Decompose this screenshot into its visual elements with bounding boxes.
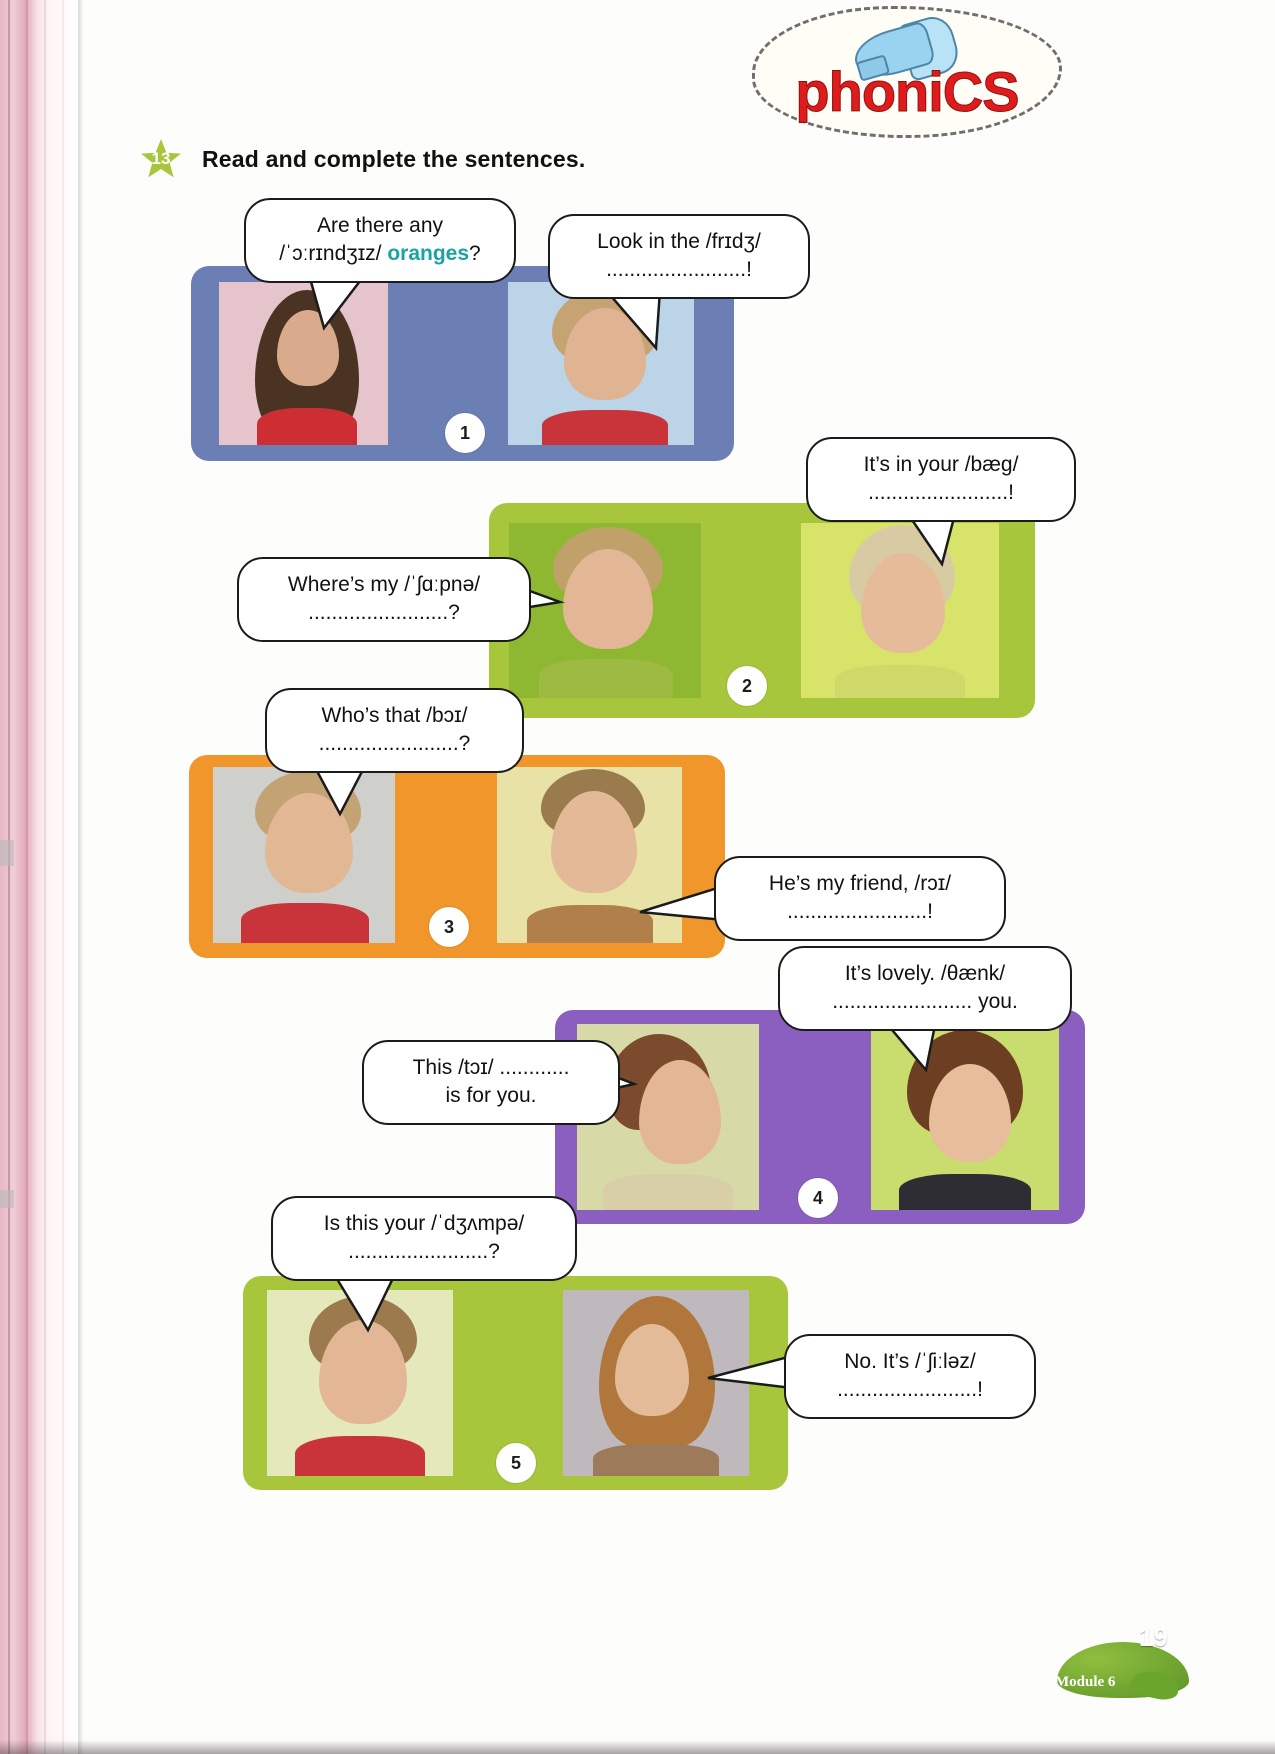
dialogue-number-1: 1 bbox=[445, 413, 485, 453]
page-footer bbox=[1035, 1622, 1211, 1718]
dialogue-panel-3 bbox=[189, 755, 725, 958]
bubble-5-right-line1: No. It’s /ˈʃiːləz/ bbox=[844, 1350, 976, 1373]
dialogue-panel-4 bbox=[555, 1010, 1085, 1224]
bubble-5-left bbox=[271, 1196, 577, 1281]
bubble-1-right-line1: Look in the /frɪdʒ/ bbox=[597, 230, 761, 253]
logo-text-part2: CS bbox=[942, 60, 1019, 123]
bubble-2-right-line2: ........................! bbox=[868, 481, 1014, 505]
exercise-number: 13 bbox=[151, 149, 171, 168]
module-label: Module 6 bbox=[1055, 1674, 1116, 1690]
bubble-4-right-line1: It’s lovely. /θænk/ bbox=[844, 962, 1006, 985]
edge-mark bbox=[0, 840, 14, 866]
bubble-1-left-suffix: ? bbox=[469, 242, 481, 266]
bubble-1-left-phonetic: /ˈɔːrɪndʒɪz/ bbox=[279, 242, 388, 266]
logo-text-part1: phoni bbox=[795, 60, 943, 123]
page-number: 19 bbox=[1139, 1622, 1168, 1652]
bubble-2-left bbox=[237, 557, 531, 642]
bubble-5-left-line2: ........................? bbox=[348, 1240, 500, 1264]
bubble-1-right bbox=[548, 214, 810, 299]
bubble-5-left-tail bbox=[330, 1272, 414, 1334]
phonics-logo bbox=[752, 6, 1062, 138]
bubble-5-right-tail bbox=[706, 1346, 796, 1396]
bubble-2-left-line1: Where’s my /ˈʃɑːpnə/ bbox=[287, 573, 481, 596]
book-gutter bbox=[0, 0, 78, 1754]
page-edge bbox=[78, 0, 84, 1754]
bubble-5-left-line1: Is this your /ˈdʒʌmpə/ bbox=[323, 1212, 525, 1235]
bubble-5-right-line2: ........................! bbox=[837, 1378, 983, 1402]
dialogue-number-3: 3 bbox=[429, 907, 469, 947]
bubble-1-left-line1: Are there any bbox=[316, 214, 444, 237]
bubble-3-right-line2: ........................! bbox=[787, 900, 933, 924]
bubble-4-right-line2: ........................ you. bbox=[832, 990, 1018, 1014]
exercise-header bbox=[138, 136, 585, 182]
bubble-5-right bbox=[784, 1334, 1036, 1419]
bubble-4-left-line1: This /tɔɪ/ ............ bbox=[412, 1056, 570, 1079]
logo-text bbox=[752, 59, 1062, 124]
bubble-3-right-line1: He’s my friend, /rɔɪ/ bbox=[768, 872, 952, 895]
bubble-3-left-line2: ........................? bbox=[318, 732, 471, 756]
dialogue-number-4: 4 bbox=[798, 1178, 838, 1218]
bubble-3-right bbox=[714, 856, 1006, 941]
bubble-2-left-line2: ........................? bbox=[308, 601, 460, 625]
star-icon bbox=[138, 136, 184, 182]
bubble-2-right bbox=[806, 437, 1076, 522]
page-title: Read and complete the sentences. bbox=[202, 145, 586, 172]
bubble-4-left-line2: is for you. bbox=[445, 1084, 537, 1108]
dialogue-number-2: 2 bbox=[727, 666, 767, 706]
edge-mark bbox=[0, 1190, 14, 1208]
bubble-1-right-line2: ........................! bbox=[606, 258, 752, 282]
bubble-2-right-line1: It’s in your /bæg/ bbox=[863, 453, 1019, 476]
bubble-3-left-line1: Who’s that /bɔɪ/ bbox=[321, 704, 468, 727]
bubble-3-left bbox=[265, 688, 524, 773]
bubble-4-left bbox=[362, 1040, 620, 1125]
bubble-1-left bbox=[244, 198, 516, 283]
bubble-4-right bbox=[778, 946, 1072, 1031]
bubble-1-left-highlight: oranges bbox=[387, 242, 470, 266]
dialogue-number-5-badge: 5 bbox=[496, 1443, 536, 1483]
page-bottom-shadow bbox=[0, 1740, 1275, 1754]
